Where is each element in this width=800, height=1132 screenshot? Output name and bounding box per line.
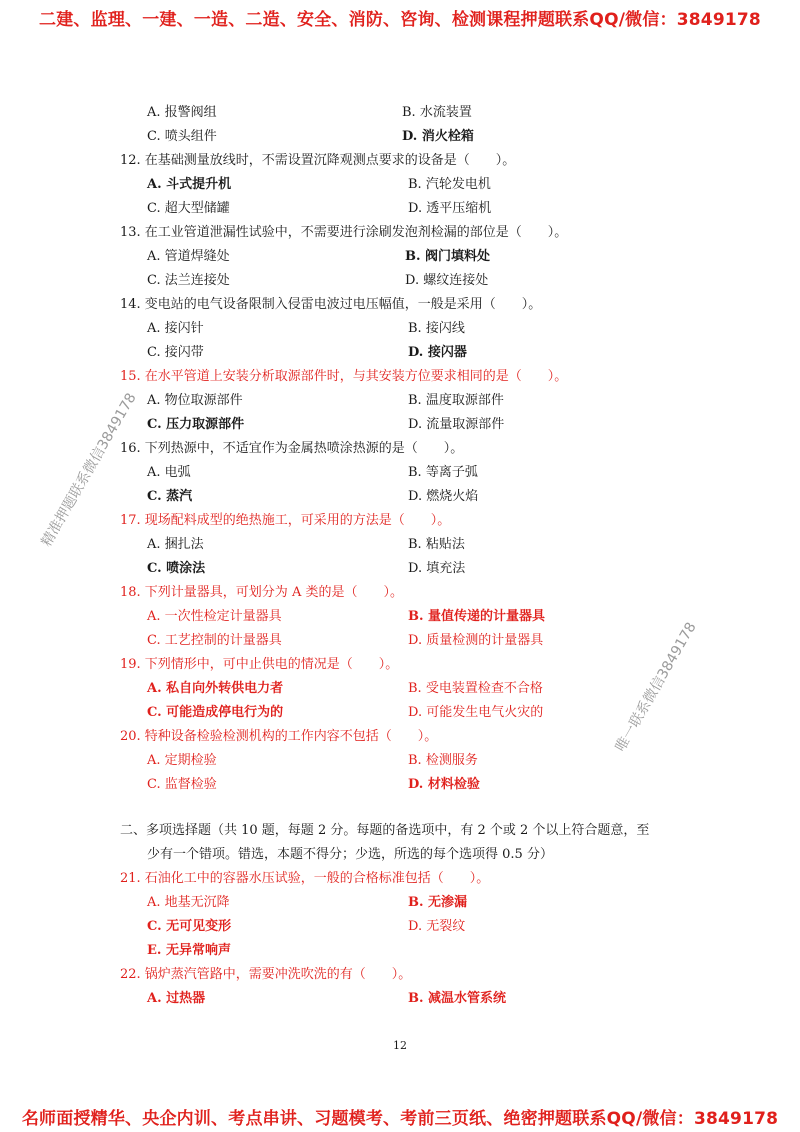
option-line: A. 私自向外转供电力者	[147, 681, 284, 696]
option-line: D. 螺纹连接处	[405, 273, 489, 288]
option-line: D. 无裂纹	[408, 919, 466, 934]
option-line: D. 流量取源部件	[408, 417, 505, 432]
option-line: B. 无渗漏	[408, 895, 468, 910]
option-line: A. 报警阀组	[147, 105, 217, 120]
option-line: C. 工艺控制的计量器具	[147, 633, 282, 648]
option-line: A. 一次性检定计量器具	[147, 609, 282, 624]
option-line: C. 喷涂法	[147, 561, 206, 576]
option-line: D. 填充法	[408, 561, 466, 576]
option-line: B. 等离子弧	[408, 465, 478, 480]
option-line: D. 接闪器	[408, 345, 467, 360]
question-line: 18. 下列计量器具，可划分为 A 类的是（ ）。	[120, 585, 403, 600]
option-line: 少有一个错项。错选，本题不得分；少选，所选的每个选项得 0.5 分）	[147, 847, 553, 862]
option-line: C. 喷头组件	[147, 129, 217, 144]
option-line: C. 监督检验	[147, 777, 217, 792]
question-line: 22. 锅炉蒸汽管路中，需要冲洗吹洗的有（ ）。	[120, 967, 412, 982]
question-line: 二、多项选择题（共 10 题，每题 2 分。每题的备选项中，有 2 个或 2 个以上符合题意，至	[120, 823, 650, 838]
option-line: C. 无可见变形	[147, 919, 232, 934]
option-line: A. 捆扎法	[147, 537, 204, 552]
option-line: D. 燃烧火焰	[408, 489, 479, 504]
option-line: D. 可能发生电气火灾的	[408, 705, 544, 720]
question-line: 21. 石油化工中的容器水压试验，一般的合格标准包括（ ）。	[120, 871, 490, 886]
option-line: C. 接闪带	[147, 345, 204, 360]
question-line: 19. 下列情形中，可中止供电的情况是（ ）。	[120, 657, 399, 672]
question-line: 14. 变电站的电气设备限制入侵雷电波过电压幅值，一般是采用（ ）。	[120, 297, 542, 312]
option-line: B. 汽轮发电机	[408, 177, 491, 192]
option-line: E. 无异常响声	[147, 943, 231, 958]
bottom-banner: 名师面授精华、央企内训、考点串讲、习题模考、考前三页纸、绝密押题联系QQ/微信：3849178	[21, 1109, 779, 1129]
option-line: B. 阀门填料处	[405, 249, 491, 264]
watermark-right: 唯一联系微信3849178	[612, 619, 700, 755]
option-line: C. 蒸汽	[147, 489, 193, 504]
question-line: 13. 在工业管道泄漏性试验中，不需要进行涂刷发泡剂检漏的部位是（ ）。	[120, 225, 568, 240]
option-line: C. 可能造成停电行为的	[147, 705, 284, 720]
option-line: A. 电弧	[147, 465, 191, 480]
question-line: 12. 在基础测量放线时，不需设置沉降观测点要求的设备是（ ）。	[120, 153, 516, 168]
watermark-left: 精准押题联系微信3849178	[38, 390, 140, 550]
option-line: B. 接闪线	[408, 321, 465, 336]
question-line: 17. 现场配料成型的绝热施工，可采用的方法是（ ）。	[120, 513, 451, 528]
top-banner: 二建、监理、一建、一造、二造、安全、消防、咨询、检测课程押题联系QQ/微信：3849178	[39, 10, 761, 30]
option-line: B. 粘贴法	[408, 537, 465, 552]
option-line: A. 地基无沉降	[147, 895, 230, 910]
question-line: 20. 特种设备检验检测机构的工作内容不包括（ ）。	[120, 729, 438, 744]
option-line: D. 质量检测的计量器具	[408, 633, 544, 648]
option-line: A. 接闪针	[147, 321, 204, 336]
option-line: B. 受电装置检查不合格	[408, 681, 543, 696]
option-line: C. 法兰连接处	[147, 273, 230, 288]
option-line: B. 检测服务	[408, 753, 478, 768]
option-line: D. 透平压缩机	[408, 201, 492, 216]
option-line: B. 水流装置	[402, 105, 472, 120]
option-line: A. 物位取源部件	[147, 393, 243, 408]
option-line: A. 斗式提升机	[147, 177, 232, 192]
option-line: B. 量值传递的计量器具	[408, 609, 546, 624]
question-line: 16. 下列热源中，不适宜作为金属热喷涂热源的是（ ）。	[120, 441, 464, 456]
option-line: B. 减温水管系统	[408, 991, 507, 1006]
option-line: A. 管道焊缝处	[147, 249, 230, 264]
page-number: 12	[393, 1039, 407, 1052]
option-line: D. 消火栓箱	[402, 129, 474, 144]
option-line: A. 定期检验	[147, 753, 217, 768]
question-line: 15. 在水平管道上安装分析取源部件时，与其安装方位要求相同的是（ ）。	[120, 369, 568, 384]
option-line: B. 温度取源部件	[408, 393, 504, 408]
option-line: C. 压力取源部件	[147, 417, 245, 432]
option-line: D. 材料检验	[408, 777, 480, 792]
option-line: A. 过热器	[147, 991, 206, 1006]
option-line: C. 超大型储罐	[147, 201, 230, 216]
